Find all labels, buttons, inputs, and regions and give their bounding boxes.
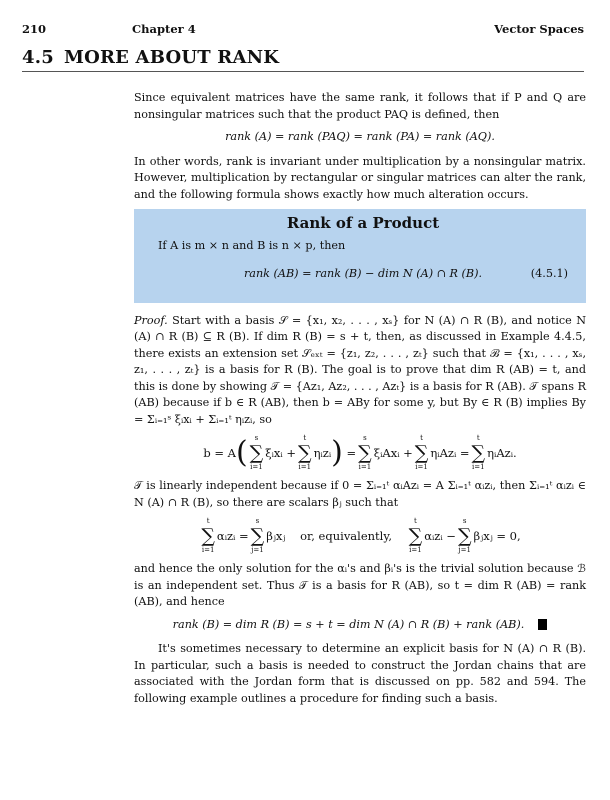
display-equation-2: t ∑ i=1 αᵢzᵢ = s ∑ j=1 βⱼxⱼ or, equivalently, t ∑ i=1 αᵢzᵢ − s ∑ j=1 βⱼxⱼ = 0, <box>201 517 521 554</box>
sum-symbol: t ∑ i=1 <box>414 434 429 471</box>
rank-invariance-equation: rank (A) = rank (PAQ) = rank (PA) = rank (AQ). <box>225 130 495 143</box>
section-title <box>22 47 584 68</box>
page-body <box>134 90 586 713</box>
sum-symbol: t ∑ i=1 <box>471 434 486 471</box>
equation-number: (4.5.1) <box>530 267 568 280</box>
section-heading: MORE ABOUT RANK <box>64 47 280 68</box>
qed-mark <box>538 619 547 630</box>
intro-paragraph-2: In other words, rank is invariant under multiplication by a nonsingular matrix. However, multiplication by rectangular or singular matrices can alter the rank, and the following formula shows exactly how much alteration occurs. <box>134 154 586 201</box>
intro-paragraph-1: Since equivalent matrices have the same rank, it follows that if P and Q are nonsingular matrices such that the product PAQ is defined, then <box>134 91 586 121</box>
final-rank-equation: rank (B) = dim R (B) = s + t = dim N (A) ∩ R (B) + rank (AB). <box>134 617 586 634</box>
sum-symbol: t ∑ i=1 <box>201 517 215 554</box>
sum-symbol: t ∑ i=1 <box>298 434 312 471</box>
sum-symbol: s ∑ i=1 <box>358 434 372 471</box>
proof-label: Proof. <box>134 313 168 327</box>
chapter-label: Chapter 4 <box>132 22 196 36</box>
close-paren: ) <box>331 434 343 470</box>
theorem-title: Rank of a Product <box>286 214 440 232</box>
proof-text-1: Start with a basis 𝒮 = {x₁, x₂, . . . , xₛ} for N (A) ∩ R (B), and notice N (A) ∩ R (B) ⊆ R (B). If dim R (B) = s + t, then, as discussed in Example 4.4.5, there exists an extension set 𝒮ₑₓₜ = {z₁, z₂, . . . , zₜ} such that ℬ = {x₁, . . . , xₛ, z₁, . . . , zₜ} is a basis for R (B). The goal is to prove that dim R (AB) = t, and this is done by showing 𝒯 = {Az₁, Az₂, . . . , Azₜ} is a basis for R (AB). 𝒯 spans R (AB) because if b ∈ R (AB), then b = ABy for some y, but By ∈ R (B) implies By = Σᵢ₌₁ˢ ξᵢxᵢ + Σᵢ₌₁ᵗ ηᵢzᵢ, so <box>134 313 586 426</box>
sum-symbol: s ∑ j=1 <box>457 517 472 554</box>
page-number: 210 <box>22 22 47 36</box>
header-rule <box>22 71 584 72</box>
section-number: 4.5 <box>22 47 54 68</box>
theorem-statement: If A is m × n and B is n × p, then <box>158 238 346 252</box>
closing-paragraph: It's sometimes necessary to determine an explicit basis for N (A) ∩ R (B). In particular, such a basis is needed to construct the Jordan chains that are associated with the Jordan form that is discussed on pp. 582 and 594. The following example outlines a procedure for finding such a basis. <box>134 642 586 705</box>
proof-paragraph-2: 𝒯 is linearly independent because if 0 = Σᵢ₌₁ᵗ αᵢAzᵢ = A Σᵢ₌₁ᵗ αᵢzᵢ, then Σᵢ₌₁ᵗ αᵢzᵢ ∈ N (A) ∩ R (B), so there are scalars βⱼ such that <box>134 479 586 509</box>
sum-symbol: s ∑ i=1 <box>249 434 264 471</box>
proof-paragraph-1 <box>134 313 586 429</box>
running-header <box>22 22 584 38</box>
theorem-formula: rank (AB) = rank (B) − dim N (A) ∩ R (B). <box>243 267 483 280</box>
running-title: Vector Spaces <box>494 22 584 36</box>
sum-symbol: t ∑ i=1 <box>408 517 423 554</box>
theorem-box <box>134 209 586 303</box>
proof-paragraph-3: and hence the only solution for the αᵢ's and βᵢ's is the trivial solution because ℬ is an independent set. Thus 𝒯 is a basis for R (AB), so t = dim R (AB) = rank (AB), and hence <box>134 562 586 608</box>
sum-symbol: s ∑ j=1 <box>250 517 265 554</box>
open-paren: ( <box>235 434 248 470</box>
display-equation-1: b = A( s ∑ i=1 ξᵢxᵢ + t ∑ i=1 ηᵢzᵢ) = s ∑ i=1 ξᵢAxᵢ + t ∑ i=1 ηᵢAzᵢ = t ∑ i=1 ηᵢAzᵢ. <box>203 434 517 471</box>
theorem-formula-row <box>158 266 568 283</box>
